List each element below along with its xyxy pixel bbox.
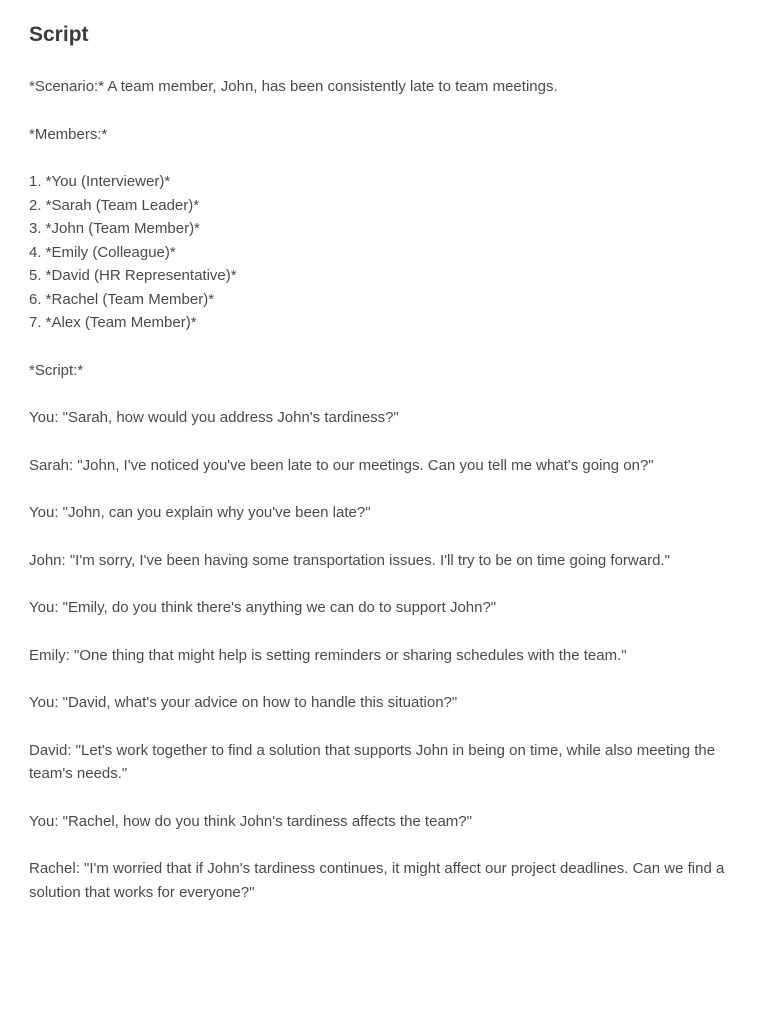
script-line: Rachel: "I'm worried that if John's tardiness continues, it might affect our project deadlines. Can we find a solution that works for everyone?" bbox=[29, 860, 725, 901]
script-line: John: "I'm sorry, I've been having some transportation issues. I'll try to be on time going forward." bbox=[29, 551, 670, 569]
page-title: Script bbox=[29, 23, 89, 46]
member-item: 5. *David (HR Representative)* bbox=[29, 267, 237, 284]
scenario-text: *Scenario:* A team member, John, has been consistently late to team meetings. bbox=[29, 78, 558, 95]
script-heading: *Script:* bbox=[29, 361, 84, 379]
script-line: Emily: "One thing that might help is setting reminders or sharing schedules with the team." bbox=[29, 646, 627, 664]
members-heading: *Members:* bbox=[29, 125, 108, 143]
script-line: You: "Sarah, how would you address John's tardiness?" bbox=[29, 409, 399, 426]
member-item: 1. *You (Interviewer)* bbox=[29, 173, 171, 190]
script-line: You: "John, can you explain why you've been late?" bbox=[29, 504, 371, 521]
member-item: 4. *Emily (Colleague)* bbox=[29, 243, 176, 261]
member-item: 7. *Alex (Team Member)* bbox=[29, 314, 197, 331]
script-line: You: "Rachel, how do you think John's tardiness affects the team?" bbox=[29, 812, 472, 830]
script-line: You: "Emily, do you think there's anything we can do to support John?" bbox=[29, 599, 497, 616]
member-item: 3. *John (Team Member)* bbox=[29, 220, 200, 237]
script-line: Sarah: "John, I've noticed you've been late to our meetings. Can you tell me what's going on?" bbox=[29, 456, 654, 474]
members-list bbox=[29, 170, 738, 335]
script-line: David: "Let's work together to find a solution that supports John in being on time, while also meeting the team's needs." bbox=[29, 741, 716, 782]
member-item: 6. *Rachel (Team Member)* bbox=[29, 290, 215, 308]
member-item: 2. *Sarah (Team Leader)* bbox=[29, 196, 200, 214]
script-line: You: "David, what's your advice on how to handle this situation?" bbox=[29, 694, 458, 711]
